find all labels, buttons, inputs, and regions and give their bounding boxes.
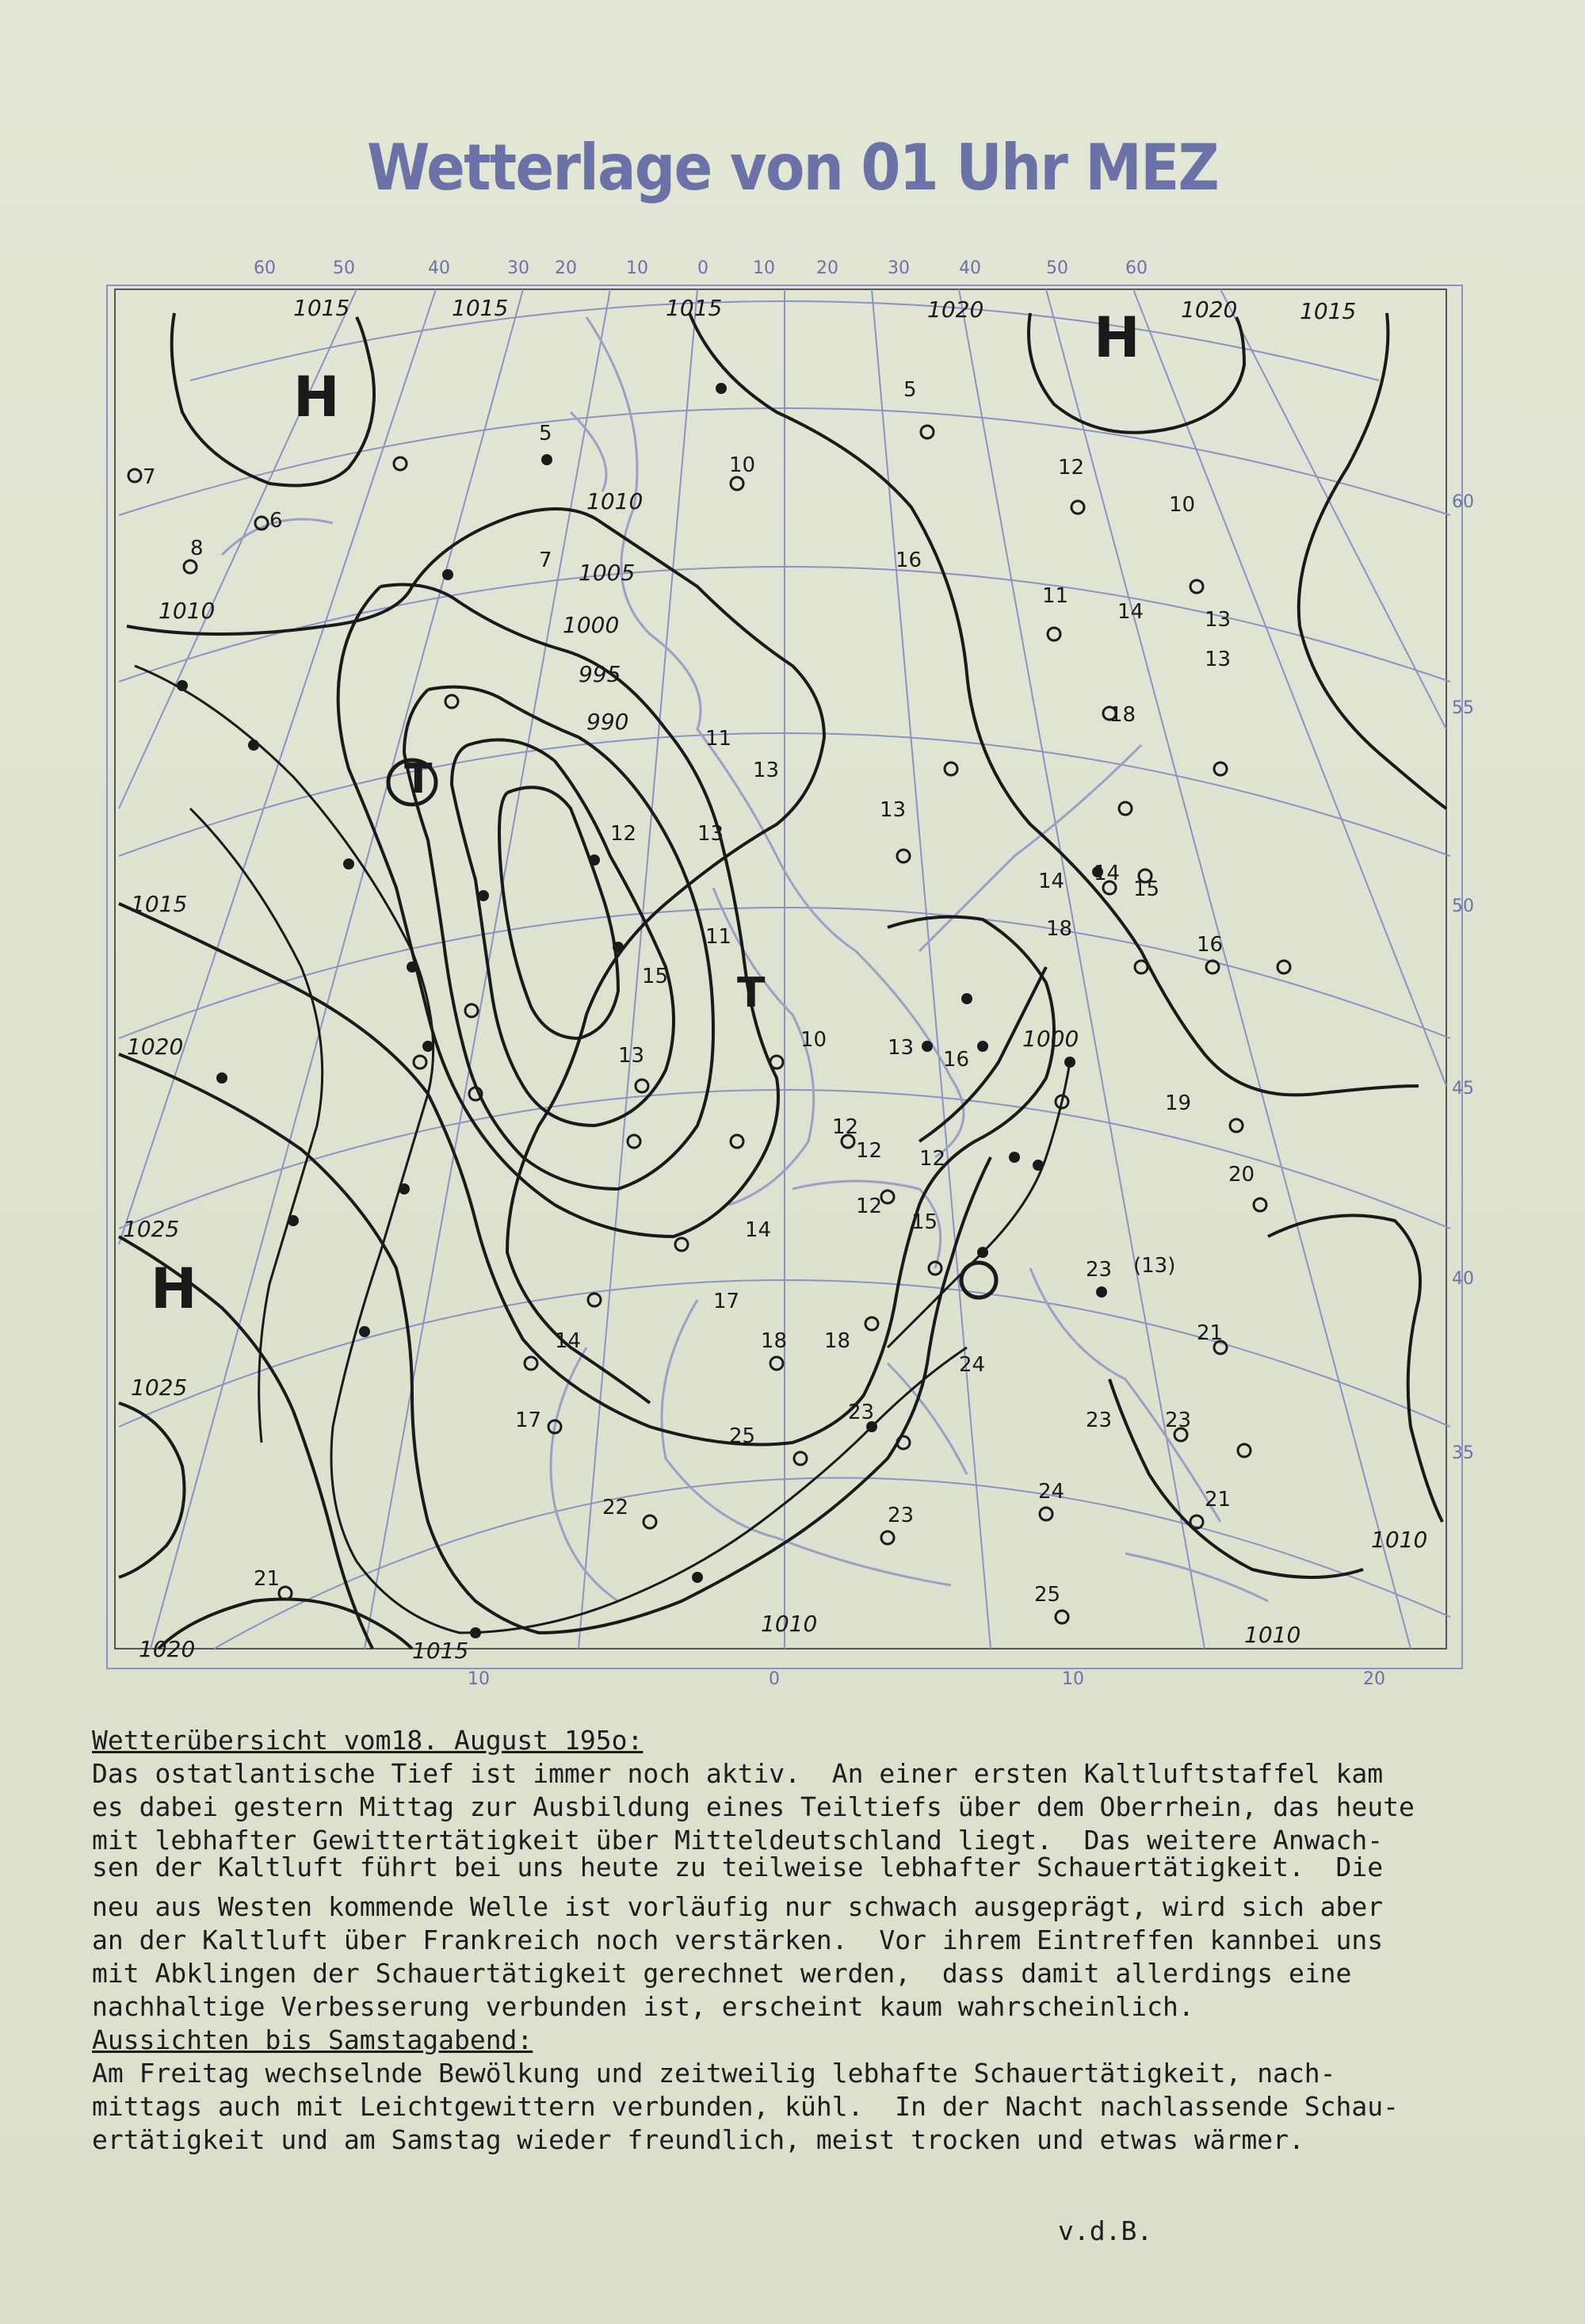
front-triangle [399,1183,410,1194]
station-value: 21 [254,1567,281,1591]
station-symbol-filled [442,569,453,580]
station-symbol [644,1516,656,1528]
station-value: 12 [832,1115,859,1139]
isobar-label: 1025 [123,1216,180,1242]
front-triangle [407,961,418,973]
front-triangle [359,1326,370,1337]
graticule-label-right: 45 [1452,1079,1474,1099]
graticule-label-top: 0 [697,258,708,278]
station-filled [442,383,1107,1298]
station-value: 17 [515,1409,542,1432]
summary-line: sen der Kaltluft führt bei uns heute zu teilweise lebhafter Schauertätigkeit. Die [92,1852,1384,1883]
station-symbol [1119,802,1132,815]
station-value: 17 [713,1290,740,1313]
station-symbol [1048,628,1060,640]
station-value: 23 [888,1504,915,1527]
isobar [119,1403,185,1577]
station-value: 15 [1133,877,1160,901]
station-symbol [1238,1444,1251,1457]
station-value: 6 [269,509,283,533]
station-value: 13 [697,822,724,846]
graticule-label-top: 30 [507,258,529,278]
station-symbol-filled [541,454,552,465]
station-value: 16 [1197,933,1224,957]
graticule-label-bottom: 20 [1363,1669,1385,1688]
front-triangle [216,1072,227,1084]
front-triangle [288,1215,299,1226]
outlook-line: mittags auch mit Leichtgewittern verbunden, kühl. In der Nacht nachlassende Schau- [92,2091,1400,2122]
station-value: 22 [602,1496,629,1519]
station-value: 15 [642,965,669,988]
station-symbol [1040,1508,1052,1520]
station-symbol-filled [1096,1286,1107,1298]
isobar [1299,313,1446,808]
station-value: 12 [856,1139,883,1163]
station-value: 18 [1046,917,1073,941]
station-symbol [794,1452,807,1465]
station-value: 14 [555,1329,582,1353]
station-value: 11 [705,925,732,949]
graticule-label-top: 50 [333,258,355,278]
station-symbol [897,850,910,862]
station-symbol [1190,580,1203,593]
graticule-label-top: 60 [254,258,276,278]
graticule-label-top: 30 [888,258,910,278]
front-triangle [343,858,354,870]
occluded-front [888,1062,1070,1347]
station-value: 19 [1165,1091,1192,1115]
high-pressure-label: H [151,1256,197,1321]
graticule-label-top: 40 [959,258,981,278]
isobar-label: 1020 [927,296,984,323]
isobar-label: 995 [579,661,621,687]
station-value: 16 [943,1048,970,1072]
station-symbol-filled [922,1041,933,1052]
station-value: 7 [539,549,552,572]
station-symbol [770,1056,783,1068]
isobar-label: 1020 [127,1034,184,1060]
station-symbol [1214,763,1227,775]
isobar [338,585,778,1237]
station-value: 24 [959,1353,986,1377]
coast [1125,1554,1268,1601]
front-triangle [692,1572,703,1583]
station-value: 21 [1205,1488,1232,1512]
station-value: 7 [143,465,156,489]
weather-map [95,254,1474,1688]
station-symbol [128,469,141,482]
isobar-label: 1015 [293,295,350,321]
meridian [151,289,523,1649]
station-symbol [881,1531,894,1544]
isobar-label: 1000 [1022,1026,1079,1052]
isobar-label: 1025 [131,1374,188,1401]
station-value: 14 [745,1218,772,1242]
isobar-label: 1020 [1181,296,1238,323]
station-value: 10 [729,453,756,477]
station-value: 13 [1205,608,1232,632]
outlook-line: Am Freitag wechselnde Bewölkung und zeitweilig lebhafte Schauertätigkeit, nach- [92,2058,1336,2089]
isobar [158,1600,412,1649]
outlook-heading: Aussichten bis Samstagabend: [92,2024,533,2055]
graticule-label-top: 60 [1125,258,1148,278]
station-value: 18 [1110,703,1136,727]
summary-line: mit Abklingen der Schauertätigkeit gerechnet werden, dass damit allerdings eine [92,1958,1352,1989]
isobar-label: 1015 [1300,298,1357,324]
meridian [1046,289,1411,1649]
station-value: 18 [824,1329,851,1353]
station-symbol [465,1004,478,1017]
coast [777,1538,951,1585]
isobar-label: 1010 [1371,1527,1428,1553]
station-value: 18 [761,1329,788,1353]
meridian [119,289,436,1244]
graticule-label-right: 35 [1452,1443,1474,1463]
graticule-label-top: 50 [1046,258,1068,278]
station-value: 13 [888,1036,915,1060]
station-symbol [731,477,743,490]
isobar-label: 1010 [158,598,216,624]
station-symbol [1135,961,1148,973]
station-symbol-filled [977,1041,988,1052]
station-symbol [636,1080,648,1092]
station-value: 24 [1038,1480,1065,1504]
station-symbol [865,1317,878,1330]
station-value: 10 [1169,493,1196,517]
signature: v.d.B. [1058,2215,1153,2246]
meridian [959,289,1205,1649]
graticule-label-top: 20 [816,258,838,278]
isobar-label: 1015 [666,295,723,321]
weather-map-svg [95,254,1474,1688]
station-symbol [394,457,407,470]
pressure-centers-shapes [388,760,996,1298]
map-labels [123,258,1474,1688]
station-value: 12 [1058,456,1085,480]
station-value: 14 [1117,600,1144,624]
station-value: 11 [705,727,732,751]
station-value: 23 [1086,1409,1113,1432]
station-symbol [525,1357,537,1370]
isobar-label: 1005 [579,560,636,586]
station-symbol [1071,501,1084,514]
isobar [172,313,374,486]
summary-line: an der Kaltluft über Frankreich noch verstärken. Vor ihrem Eintreffen kannbei uns [92,1925,1384,1955]
station-symbol-filled [1009,1152,1020,1163]
station-symbol-filled [613,942,624,953]
station-symbol [921,426,934,438]
graticule-label-right: 60 [1452,492,1474,512]
graticule-label-top: 10 [626,258,648,278]
isobar [689,313,1419,1095]
station-symbol [1254,1198,1266,1211]
station-symbol [414,1056,426,1068]
meridian [1220,289,1446,729]
graticule-label-bottom: 10 [1062,1669,1084,1688]
station-value: 16 [896,549,922,572]
station-value: 11 [1042,584,1069,608]
meridian [872,289,991,1649]
station-symbol [770,1357,783,1370]
station-value: 20 [1228,1163,1255,1187]
low-pressure-label: T [737,969,766,1017]
front-triangle [177,680,188,691]
isobar-label: 1000 [563,612,620,638]
isobars [119,313,1446,1649]
high-pressure-label: H [293,365,340,430]
summary-line: es dabei gestern Mittag zur Ausbildung eines Teiltiefs über dem Oberrhein, das heute [92,1791,1415,1822]
front-triangle [422,1041,433,1052]
station-symbol-filled [716,383,727,394]
coast [888,1363,967,1474]
station-circles [128,426,1290,1623]
station-value: 21 [1197,1321,1224,1345]
station-value: 25 [1034,1583,1061,1607]
station-value: 23 [1086,1258,1113,1282]
station-value: 25 [729,1424,756,1448]
stamp-title: Wetterlage von 01 Uhr MEZ [367,131,1218,204]
graticule-label-right: 50 [1452,896,1474,916]
isobar-label: 1015 [452,295,509,321]
station-value: 12 [856,1194,883,1218]
station-value: 13 [1205,648,1232,671]
station-value: 15 [911,1210,938,1234]
station-symbol [1206,961,1219,973]
high-pressure-label: H [1094,305,1140,370]
station-symbol [588,1294,601,1306]
station-value: 13 [880,798,907,822]
station-symbol [1230,1119,1243,1132]
station-value: 13 [753,759,780,782]
isobar-label: 1015 [131,891,188,917]
station-symbol [445,695,458,708]
front-triangle [977,1247,988,1258]
isobar-label: 1015 [412,1638,469,1664]
station-value: 23 [848,1401,875,1424]
graticule-label-bottom: 10 [468,1669,490,1688]
summary-line: nachhaltige Verbesserung verbunden ist, erscheint kaum wahrscheinlich. [92,1991,1194,2022]
station-value: 8 [190,537,204,560]
isobar-label: 1010 [586,488,644,514]
station-symbol [881,1191,894,1203]
station-symbol [731,1135,743,1148]
summary-line: neu aus Westen kommende Welle ist vorläufig nur schwach ausgeprägt, wird sich aber [92,1891,1384,1922]
summary-line: mit lebhafter Gewittertätigkeit über Mitteldeutschland liegt. Das weitere Anwach- [92,1825,1384,1856]
isobar [404,687,713,1189]
coast [551,1347,618,1601]
front-triangle [1033,1160,1044,1171]
graticule-label-top: 10 [753,258,775,278]
station-value: 13 [618,1044,645,1068]
station-symbol [675,1238,688,1251]
front-triangle [470,1627,481,1638]
station-value: (13) [1133,1254,1176,1278]
isobar-label: 1020 [139,1636,196,1662]
front-triangle [1064,1057,1075,1068]
isobar-label: 1010 [1244,1622,1301,1648]
station-symbol [184,560,197,573]
graticule-label-right: 55 [1452,698,1474,718]
isobar-label: 990 [586,709,629,735]
station-symbol-filled [589,854,600,866]
station-symbol [628,1135,640,1148]
station-symbol [1056,1611,1068,1623]
outlook-line: ertätigkeit und am Samstag wieder freundlich, meist trocken und etwas wärmer. [92,2124,1304,2155]
station-value: 23 [1165,1409,1192,1432]
isobar [1268,1215,1442,1522]
station-symbol [1278,961,1290,973]
station-value: 12 [919,1147,946,1171]
station-symbol-filled [478,890,489,901]
low-pressure-label: T [404,755,433,803]
station-symbol-filled [961,993,972,1004]
summary-line: Das ostatlantische Tief ist immer noch aktiv. An einer ersten Kaltluftstaffel kam [92,1758,1384,1789]
summary-heading: Wetterübersicht vom18. August 195o: [92,1725,644,1756]
front-triangle [248,740,259,751]
graticule-label-top: 40 [428,258,450,278]
station-symbol [945,763,957,775]
isobar [499,787,618,1038]
graticule-label-bottom: 0 [769,1669,780,1688]
station-value: 5 [539,422,552,445]
station-value: 10 [800,1028,827,1052]
station-value: 14 [1094,862,1121,885]
graticule-label-right: 40 [1452,1269,1474,1289]
isobar-label: 1010 [761,1611,818,1637]
coast [662,1300,777,1538]
station-value: 5 [903,378,917,402]
station-value: 12 [610,822,637,846]
station-value: 14 [1038,870,1065,893]
graticule-label-top: 20 [555,258,577,278]
